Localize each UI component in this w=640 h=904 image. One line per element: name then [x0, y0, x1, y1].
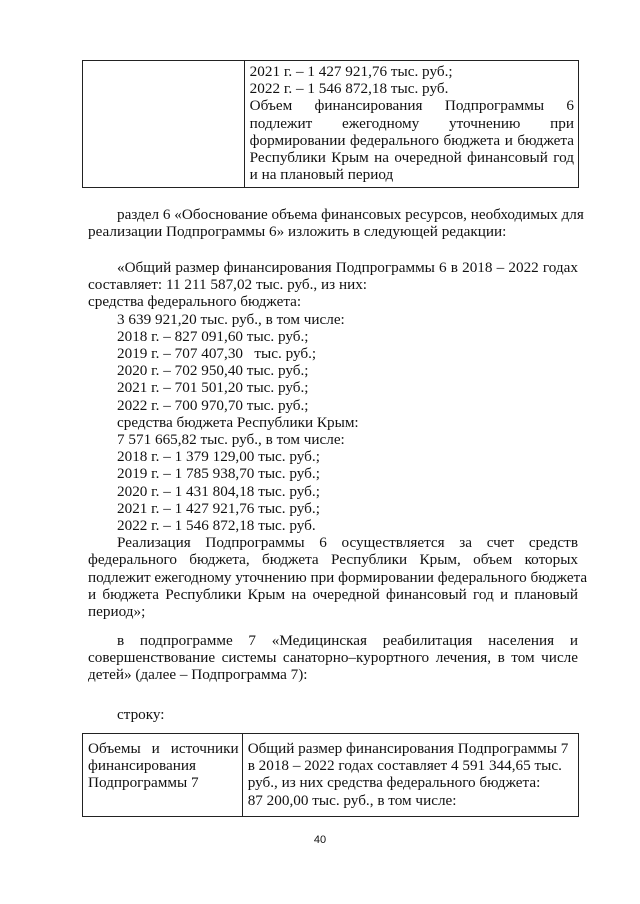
realization-line-4: и бюджета Республики Крым на очередной финансовый год и плановый	[88, 585, 578, 603]
top-table	[82, 60, 579, 188]
top-line-4: подлежит ежегодному уточнению при	[249, 114, 574, 132]
funding-line: 2021 г. – 1 427 921,76 тыс. руб.;	[117, 499, 320, 517]
funding-line: 3 639 921,20 тыс. руб., в том числе:	[117, 310, 345, 328]
funding-line: 2019 г. – 1 785 938,70 тыс. руб.;	[117, 465, 320, 483]
top-line-1: 2021 г. – 1 427 921,76 тыс. руб.;	[249, 63, 453, 80]
funding-line: 2020 г. – 702 950,40 тыс. руб.;	[117, 362, 309, 380]
funding-intro-line-1: «Общий размер финансирования Подпрограммы 6 в 2018 – 2022 годах	[117, 259, 578, 276]
top-line-5: формировании федерального бюджета и бюджета	[249, 131, 574, 149]
funding-line: 2019 г. – 707 407,30 тыс. руб.;	[117, 345, 317, 363]
funding-line: 2018 г. – 827 091,60 тыс. руб.;	[117, 327, 309, 345]
subprogram7-line-2: совершенствование системы санаторно–курортного лечения, в том числе	[88, 649, 578, 667]
section6-line-1: раздел 6 «Обоснование объема финансовых ресурсов, необходимых для	[117, 206, 584, 223]
top-line-7: и на плановый период	[249, 166, 394, 184]
subprogram7-paragraph	[88, 632, 578, 684]
realization-line-3: подлежит ежегодному уточнению при формировании федерального бюджета	[88, 568, 588, 586]
realization-line-5: период»;	[88, 603, 146, 621]
row-label: строку:	[117, 706, 165, 723]
realization-line-2: федерального бюджета, бюджета Республики Крым, объем которых	[88, 551, 578, 569]
section6-line-2: реализации Подпрограммы 6» изложить в следующей редакции:	[88, 223, 507, 241]
funding-breakdown	[88, 311, 578, 535]
subprogram7-line-1: в подпрограмме 7 «Медицинская реабилитация населения и	[117, 632, 578, 649]
funding-line: 7 571 665,82 тыс. руб., в том числе:	[117, 431, 345, 449]
section6-paragraph	[88, 206, 584, 241]
funding-block	[88, 259, 588, 621]
bottom-table-right-cell	[243, 734, 578, 816]
funding-line: 2020 г. – 1 431 804,18 тыс. руб.;	[117, 482, 320, 500]
bottom-table	[82, 733, 579, 817]
page-number: 40	[313, 834, 327, 846]
top-line-3: Объем финансирования Подпрограммы 6	[249, 97, 574, 115]
top-table-left-cell	[83, 61, 245, 187]
bottom-left-line-3: Подпрограммы 7	[88, 774, 199, 792]
bottom-right-line-3: руб., из них средства федерального бюджета:	[247, 774, 541, 792]
bottom-left-line-2: финансирования	[88, 757, 196, 775]
bottom-left-line-1: Объемы и источники	[88, 740, 239, 757]
funding-line: 2022 г. – 700 970,70 тыс. руб.;	[117, 396, 309, 414]
top-table-right-cell	[245, 61, 578, 187]
bottom-right-line-4: 87 200,00 тыс. руб., в том числе:	[247, 791, 457, 809]
top-line-2: 2022 г. – 1 546 872,18 тыс. руб.	[249, 80, 449, 98]
top-line-6: Республики Крым на очередной финансовый год	[249, 149, 574, 167]
funding-line: 2018 г. – 1 379 129,00 тыс. руб.;	[117, 448, 320, 466]
funding-line: средства бюджета Республики Крым:	[117, 413, 359, 431]
subprogram7-line-3: детей» (далее – Подпрограмма 7):	[88, 666, 308, 684]
funding-intro-line-2: составляет: 11 211 587,02 тыс. руб., из них:	[88, 276, 368, 294]
realization-line-1: Реализация Подпрограммы 6 осуществляется за счет средств	[117, 534, 578, 552]
bottom-right-line-2: в 2018 – 2022 годах составляет 4 591 344,65 тыс.	[247, 757, 562, 775]
bottom-table-left-cell	[83, 734, 243, 816]
funding-intro-line-3: средства федерального бюджета:	[88, 293, 302, 311]
bottom-right-line-1: Общий размер финансирования Подпрограммы 7	[247, 740, 569, 757]
funding-line: 2021 г. – 701 501,20 тыс. руб.;	[117, 379, 309, 397]
funding-line: 2022 г. – 1 546 872,18 тыс. руб.	[117, 517, 316, 535]
